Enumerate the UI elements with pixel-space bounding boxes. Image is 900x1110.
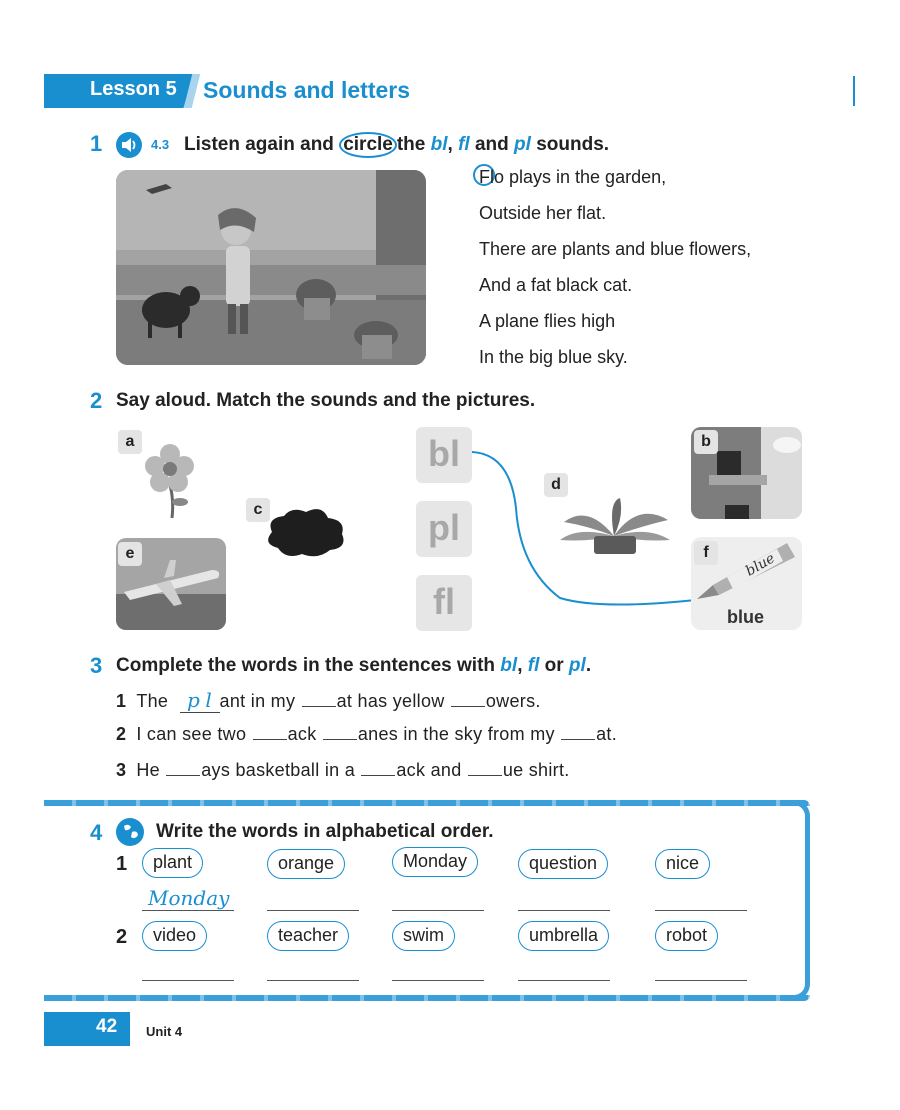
answer-blank[interactable]: p l (180, 688, 220, 713)
poem-line: In the big blue sky. (479, 347, 628, 367)
answer-blank[interactable] (561, 726, 595, 740)
answer-line[interactable] (518, 910, 610, 911)
word-pill: robot (655, 921, 718, 951)
answer-blank[interactable] (468, 762, 502, 776)
exercise-1-number: 1 (90, 131, 103, 156)
sound-tile-bl[interactable]: bl (416, 427, 472, 483)
word-pill: orange (267, 849, 345, 879)
unit-label: Unit 4 (146, 1024, 183, 1039)
answer-blank[interactable] (166, 762, 200, 776)
lesson-title: Sounds and letters (203, 77, 411, 103)
sentence-3: 3 He ays basketball in a ack and ue shirt. (116, 760, 570, 780)
answer-line[interactable] (267, 910, 359, 911)
circle-word: circle (339, 132, 397, 158)
answer-line[interactable] (267, 980, 359, 981)
sentence-1: 1 The p l ant in my at has yellow owers. (116, 688, 541, 712)
word-pill: plant (142, 848, 203, 878)
picture-label-a: a (118, 430, 142, 454)
answer-line[interactable] (392, 980, 484, 981)
word-pill: teacher (267, 921, 349, 951)
word-pill: nice (655, 849, 710, 879)
exercise-4-box-top-border (44, 800, 810, 806)
answer-blank[interactable] (451, 693, 485, 707)
exercise-3-instruction: Complete the words in the sentences with bl, fl or pl. (116, 655, 592, 676)
answer-line[interactable] (142, 910, 234, 911)
garden-illustration (116, 170, 426, 365)
exercise-3-number: 3 (90, 653, 103, 678)
exercise-4-instruction: Write the words in alphabetical order. (156, 821, 494, 842)
word-row-2-number: 2 (116, 926, 128, 948)
flower-picture[interactable] (140, 440, 200, 520)
poem-line: A plane flies high (479, 311, 616, 331)
answer-blank[interactable] (323, 726, 357, 740)
plant-pot-picture[interactable] (558, 496, 672, 558)
poem-line: Flo plays in the garden, (479, 167, 667, 187)
exercise-2-instruction: Say aloud. Match the sounds and the pictures. (116, 390, 536, 411)
poem-line: Outside her flat. (479, 203, 607, 223)
globe-icon (116, 818, 144, 846)
answer-line[interactable] (655, 910, 747, 911)
word-pill: Monday (392, 847, 478, 877)
word-pill: video (142, 921, 207, 951)
audio-speaker-icon[interactable] (116, 132, 142, 158)
picture-f-caption: blue (727, 607, 765, 627)
picture-label-c: c (246, 498, 270, 522)
word-pill: umbrella (518, 921, 609, 951)
answer-line[interactable] (392, 910, 484, 911)
word-row-1-number: 1 (116, 853, 128, 875)
word-pill: swim (392, 921, 455, 951)
sound-tile-pl[interactable]: pl (416, 501, 472, 557)
exercise-4-number: 4 (90, 820, 103, 845)
answer-blank[interactable] (302, 693, 336, 707)
lesson-label: Lesson 5 (90, 78, 177, 100)
picture-label-b: b (694, 430, 718, 454)
picture-label-e: e (118, 542, 142, 566)
sentence-2: 2 I can see two ack anes in the sky from my at. (116, 724, 618, 744)
word-pill: question (518, 849, 608, 879)
exercise-4-box-bottom-border (44, 995, 810, 1001)
picture-label-d: d (544, 473, 568, 497)
black-splat-picture[interactable] (262, 504, 348, 560)
answer-blank[interactable] (253, 726, 287, 740)
answer-line[interactable] (518, 980, 610, 981)
exercise-2-number: 2 (90, 388, 103, 413)
audio-track-number: 4.3 (151, 137, 170, 152)
poem-line: And a fat black cat. (479, 275, 633, 295)
handwritten-answer: Monday (148, 886, 230, 910)
sound-tile-fl[interactable]: fl (416, 575, 472, 631)
margin-marker (853, 76, 855, 106)
answer-line[interactable] (142, 980, 234, 981)
page-number: 42 (96, 1016, 118, 1037)
exercise-1-instruction: Listen again and circle the bl, fl and pl sounds. (184, 132, 609, 158)
crayon-wrapper-text: blue (743, 550, 778, 580)
poem-line: There are plants and blue flowers, (479, 239, 752, 259)
answer-line[interactable] (655, 980, 747, 981)
answer-blank[interactable] (361, 762, 395, 776)
picture-label-f: f (694, 541, 718, 565)
